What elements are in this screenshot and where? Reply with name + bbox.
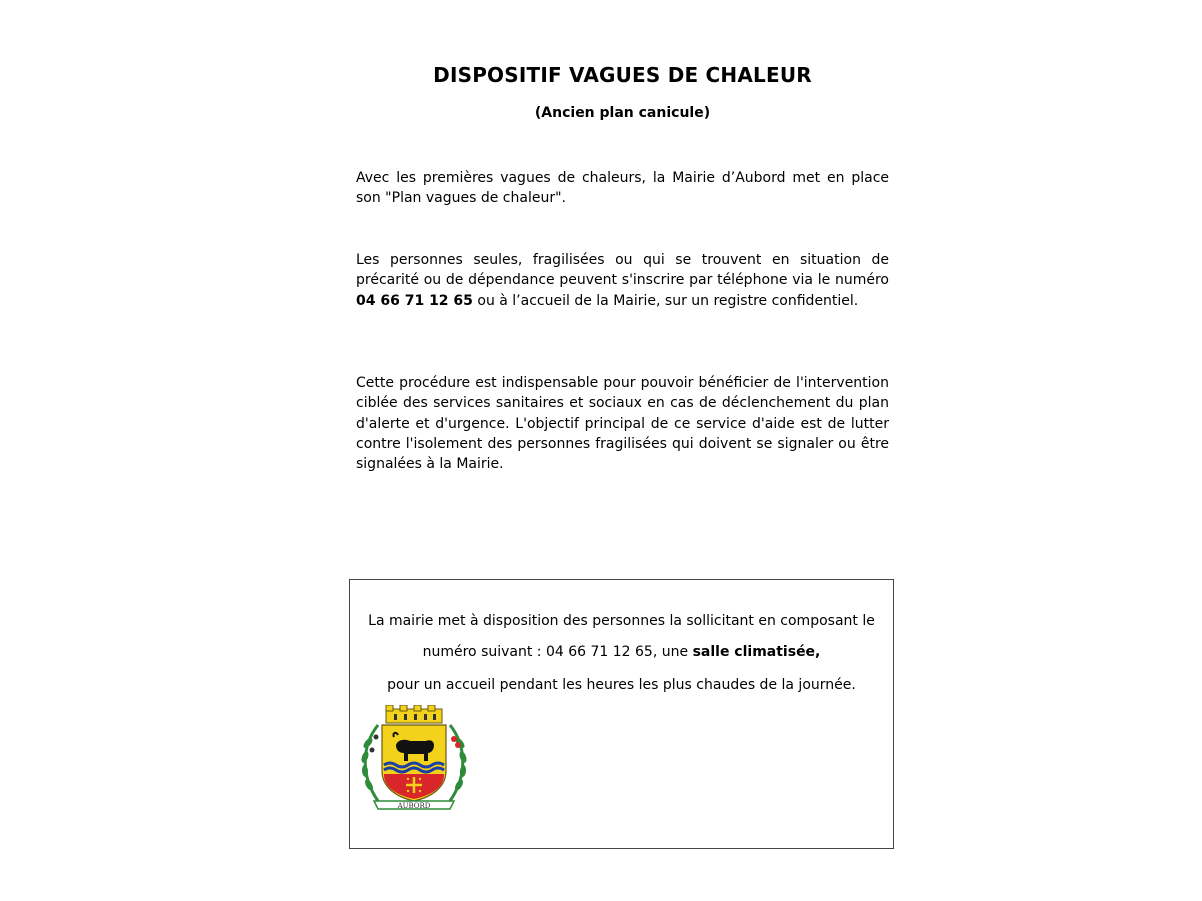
notice-line-1: La mairie met à disposition des personnes la sollicitant en composant le — [368, 613, 875, 629]
phone-number: 04 66 71 12 65 — [356, 292, 473, 309]
notice-line-2-text: numéro suivant : 04 66 71 12 65, une — [422, 644, 693, 660]
air-conditioned-room-label: salle climatisée, — [692, 644, 821, 660]
notice-line-3: pour un accueil pendant les heures les plus chaudes de la journée. — [387, 677, 856, 693]
intro-paragraph: Avec les premières vagues de chaleurs, la Mairie d’Aubord met en place son "Plan vagues de chaleur". — [356, 170, 889, 207]
crest-label: AUBORD — [397, 802, 431, 810]
registration-text-after: ou à l’accueil de la Mairie, sur un registre confidentiel. — [472, 292, 859, 309]
document-subtitle: (Ancien plan canicule) — [534, 105, 711, 121]
registration-paragraph — [356, 250, 889, 311]
aubord-coat-of-arms-logo — [356, 705, 472, 813]
procedure-paragraph: Cette procédure est indispensable pour pouvoir bénéficier de l'intervention ciblée des services sanitaires et sociaux en cas de déclenchement du plan d'alerte et d'urgence. L'objectif principal de ce service d'aide est de lutter contre l'isolement des personnes fragilisées qui doivent se signaler ou être signalées à la Mairie. — [356, 375, 889, 473]
registration-text-before: Les personnes seules, fragilisées ou qui se trouvent en situation de précarité ou de dépendance peuvent s'inscrire par téléphone via le numéro — [356, 252, 889, 289]
notice-line-2 — [350, 644, 893, 660]
document-title: DISPOSITIF VAGUES DE CHALEUR — [433, 63, 812, 87]
air-conditioned-room-notice — [349, 579, 894, 849]
